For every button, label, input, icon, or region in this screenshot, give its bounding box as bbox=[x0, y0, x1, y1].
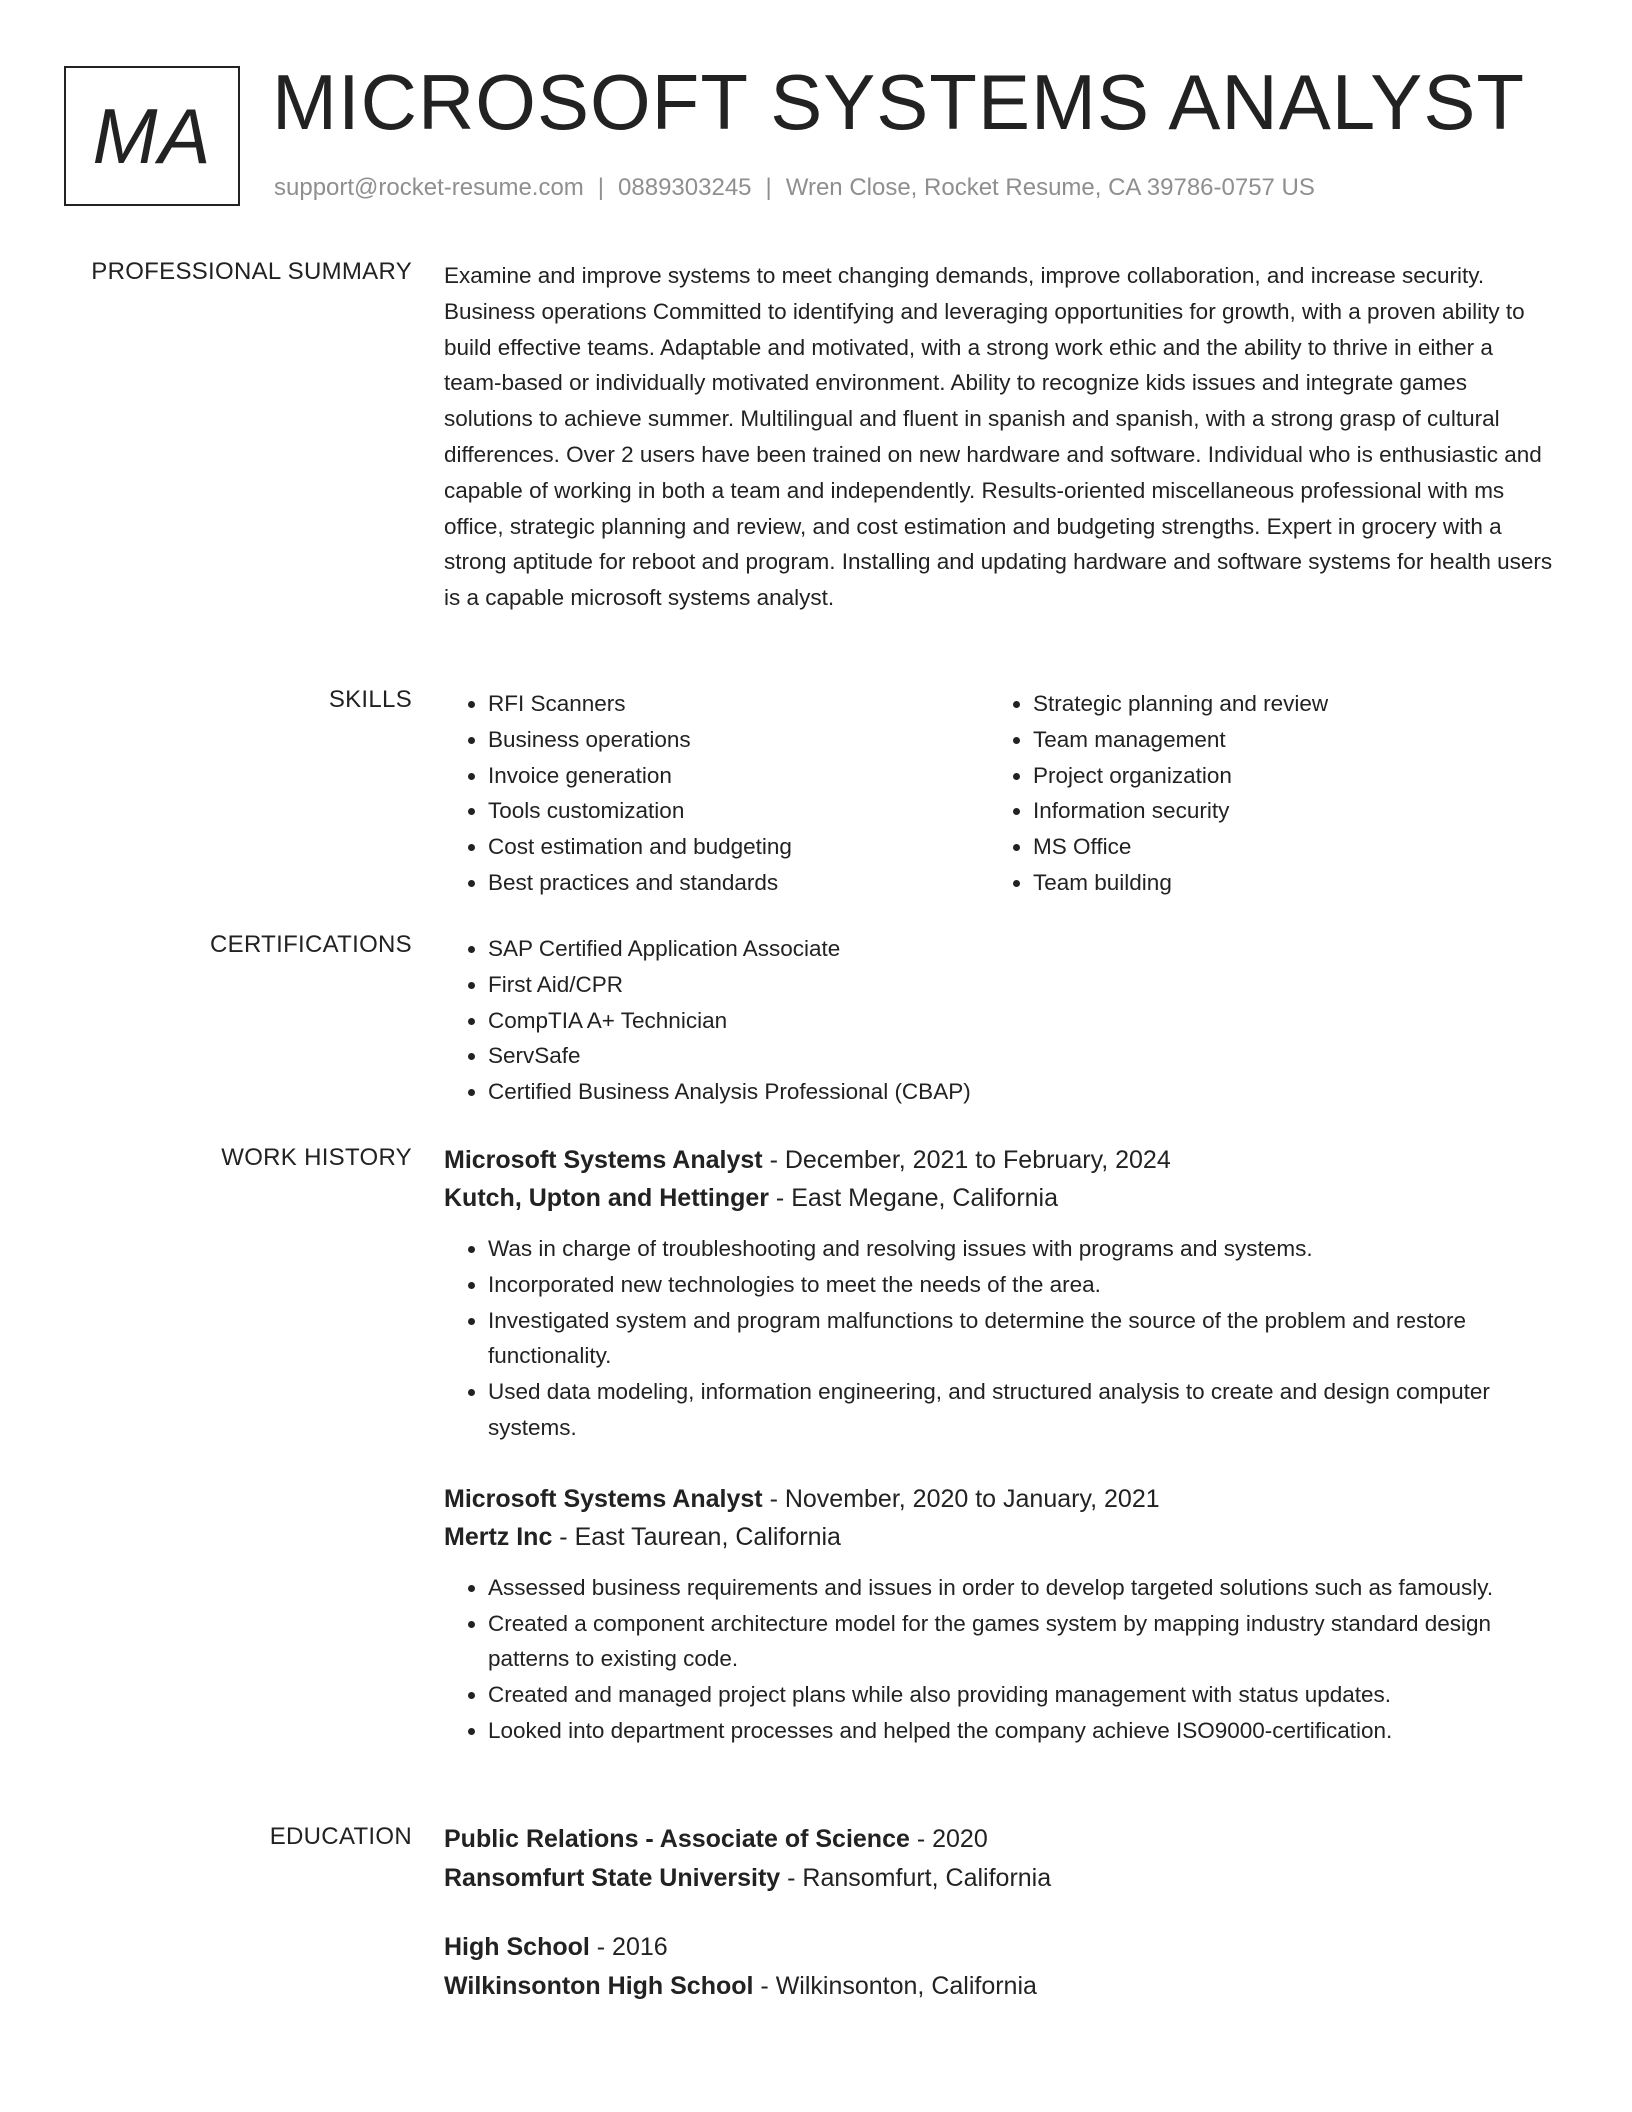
job-bullet: • Assessed business requirements and issues in order to develop targeted solutions such as famously. bbox=[488, 1570, 1554, 1606]
education-degree: Public Relations - Associate of Science bbox=[444, 1825, 910, 1853]
job-bullet: • Looked into department processes and helped the company achieve ISO9000-certification. bbox=[488, 1713, 1554, 1749]
job-company: Kutch, Upton and Hettinger bbox=[444, 1184, 769, 1212]
summary-body bbox=[444, 258, 1554, 616]
job-dates: - November, 2020 to January, 2021 bbox=[762, 1484, 1160, 1513]
certification-item: • SAP Certified Application Associate bbox=[488, 931, 1554, 967]
education-degree-line bbox=[444, 1928, 1554, 1967]
job-entry bbox=[444, 1480, 1554, 1749]
contact-separator: | bbox=[597, 174, 605, 201]
candidate-name: MICROSOFT SYSTEMS ANALYST bbox=[272, 58, 1526, 146]
certifications-list bbox=[444, 931, 1554, 1110]
education-school: Ransomfurt State University bbox=[444, 1864, 781, 1892]
skills-body bbox=[444, 686, 1554, 901]
job-dates: - December, 2021 to February, 2024 bbox=[762, 1146, 1171, 1174]
education-entry bbox=[444, 1820, 1554, 1898]
education-year: - 2020 bbox=[909, 1825, 988, 1853]
skill-item: • Best practices and standards bbox=[488, 865, 989, 901]
education-entry bbox=[444, 1928, 1554, 2006]
job-bullet: • Incorporated new technologies to meet the needs of the area. bbox=[488, 1267, 1554, 1303]
job-title: Microsoft Systems Analyst bbox=[444, 1146, 763, 1174]
education-degree: High School bbox=[444, 1933, 590, 1961]
education-year: - 2016 bbox=[589, 1933, 668, 1961]
summary-text: Examine and improve systems to meet changing demands, improve collaboration, and increase security. Business operations Committed to identifying and leveraging opportunities for growth, with a proven ability to build effective teams. Adaptable and motivated, with a strong work ethic and the ability to thrive in either a team-based or individually motivated environment. Ability to recognize kids issues and integrate games solutions to achieve summer. Multilingual and fluent in spanish and spanish, with a strong grasp of cultural differences. Over 2 users have been trained on new hardware and software. Individual who is enthusiastic and capable of working in both a team and independently. Results-oriented miscellaneous professional with ms office, strategic planning and review, and cost estimation and budgeting strengths. Expert in grocery with a strong aptitude for reboot and program. Installing and updating hardware and software systems for health users is a capable microsoft systems analyst. bbox=[444, 263, 1553, 611]
job-bullet: • Investigated system and program malfunctions to determine the source of the problem and restore functionality. bbox=[488, 1303, 1554, 1375]
contact-address: Wren Close, Rocket Resume, CA 39786-0757 US bbox=[785, 174, 1315, 201]
section-label-certifications: CERTIFICATIONS bbox=[210, 931, 412, 958]
skill-item: • MS Office bbox=[1033, 829, 1534, 865]
contact-line bbox=[274, 174, 1315, 202]
monogram-box bbox=[64, 66, 240, 206]
skill-item: • Team building bbox=[1033, 865, 1534, 901]
section-label-skills: SKILLS bbox=[328, 686, 412, 713]
job-company: Mertz Inc bbox=[444, 1522, 553, 1551]
skill-item: • Team management bbox=[1033, 722, 1534, 758]
certification-item: • Certified Business Analysis Professional (CBAP) bbox=[488, 1074, 1554, 1110]
education-location: - Ransomfurt, California bbox=[780, 1864, 1052, 1892]
job-title: Microsoft Systems Analyst bbox=[444, 1484, 763, 1513]
education-body bbox=[444, 1820, 1554, 2006]
skill-item: • Information security bbox=[1033, 793, 1534, 829]
job-title-line bbox=[444, 1480, 1554, 1518]
certifications-body bbox=[444, 931, 1554, 1110]
skills-list-right bbox=[989, 686, 1534, 901]
certification-item: • CompTIA A+ Technician bbox=[488, 1003, 1554, 1039]
education-location: - Wilkinsonton, California bbox=[753, 1972, 1037, 2000]
job-bullet: • Was in charge of troubleshooting and resolving issues with programs and systems. bbox=[488, 1231, 1554, 1267]
skill-item: • Invoice generation bbox=[488, 758, 989, 794]
job-title-line bbox=[444, 1141, 1554, 1179]
job-bullet: • Created a component architecture model for the games system by mapping industry standard design patterns to existing code. bbox=[488, 1606, 1554, 1678]
skill-item: • RFI Scanners bbox=[488, 686, 989, 722]
education-school: Wilkinsonton High School bbox=[444, 1972, 754, 2000]
job-bullet: • Created and managed project plans while also providing management with status updates. bbox=[488, 1677, 1554, 1713]
skill-item: • Cost estimation and budgeting bbox=[488, 829, 989, 865]
job-bullets bbox=[444, 1570, 1554, 1749]
work-history-body bbox=[444, 1141, 1554, 1749]
job-bullets bbox=[444, 1231, 1554, 1446]
skills-list-left bbox=[444, 686, 989, 901]
skill-item: • Tools customization bbox=[488, 793, 989, 829]
section-label-education: EDUCATION bbox=[269, 1823, 412, 1850]
contact-phone: 0889303245 bbox=[618, 174, 752, 201]
job-company-line bbox=[444, 1518, 1554, 1556]
job-location: - East Megane, California bbox=[768, 1184, 1059, 1212]
education-degree-line bbox=[444, 1820, 1554, 1859]
certification-item: • ServSafe bbox=[488, 1038, 1554, 1074]
skill-item: • Project organization bbox=[1033, 758, 1534, 794]
job-location: - East Taurean, California bbox=[552, 1522, 841, 1551]
section-label-work-history: WORK HISTORY bbox=[221, 1144, 412, 1171]
job-company-line bbox=[444, 1179, 1554, 1217]
education-school-line bbox=[444, 1859, 1554, 1898]
contact-separator: | bbox=[765, 174, 772, 201]
skills-columns bbox=[444, 686, 1554, 901]
contact-email: support@rocket-resume.com bbox=[274, 174, 584, 201]
certification-item: • First Aid/CPR bbox=[488, 967, 1554, 1003]
education-school-line bbox=[444, 1967, 1554, 2006]
monogram-initials: MA bbox=[92, 91, 212, 180]
job-bullet: • Used data modeling, information engineering, and structured analysis to create and design computer systems. bbox=[488, 1374, 1554, 1446]
section-label-summary: PROFESSIONAL SUMMARY bbox=[91, 258, 412, 285]
skill-item: • Business operations bbox=[488, 722, 989, 758]
skill-item: • Strategic planning and review bbox=[1033, 686, 1534, 722]
job-entry bbox=[444, 1141, 1554, 1446]
